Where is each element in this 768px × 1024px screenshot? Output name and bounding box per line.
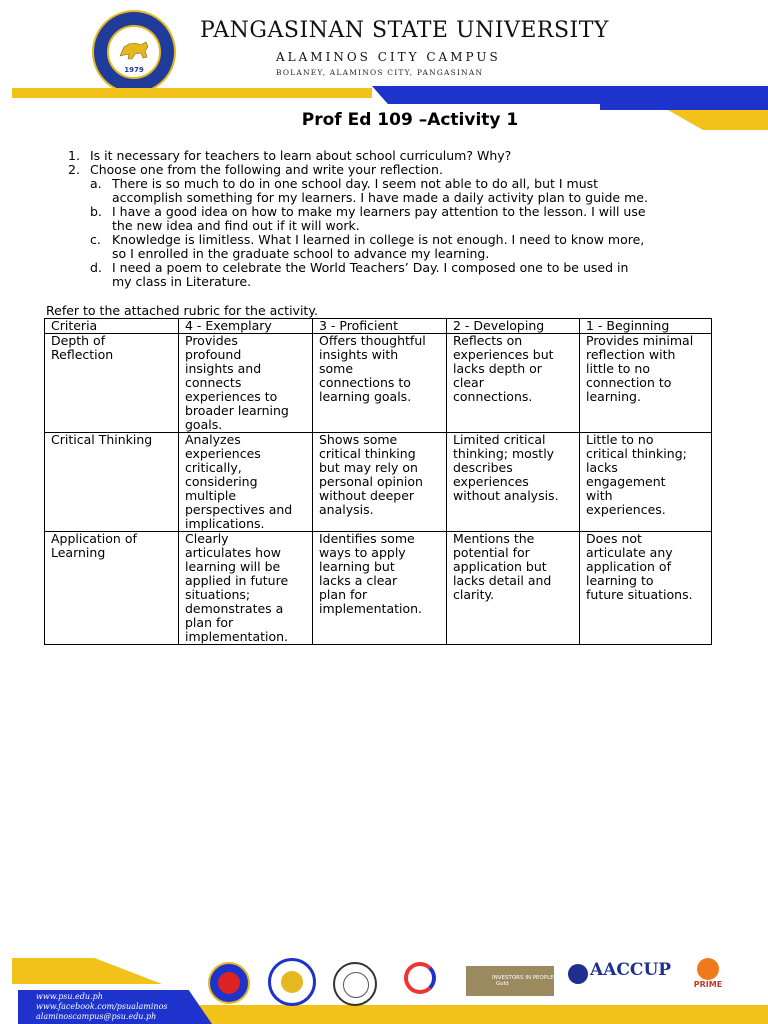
document-title: Prof Ed 109 –Activity 1 (301, 110, 519, 130)
cell-line: Mentions the (453, 531, 535, 546)
cell-line: critical thinking (319, 446, 416, 461)
option-letter: b. (90, 204, 102, 219)
cell-line: Provides minimal (586, 333, 694, 348)
cell-line: Depth of (51, 333, 106, 348)
cell-line: describes (453, 460, 513, 475)
cell-line: without deeper (319, 488, 415, 503)
table-cell (313, 433, 447, 532)
cell-line: critically, (185, 460, 242, 475)
cell-line: application of (586, 559, 671, 574)
aaccup-logo (590, 960, 671, 984)
cell-line: lacks a clear (319, 573, 398, 588)
cell-line: Limited critical (453, 432, 546, 447)
header-gold-band (12, 88, 372, 98)
cell-line: Analyzes (185, 432, 241, 447)
cell-line: connects (185, 375, 242, 390)
cell-line: situations; (185, 587, 251, 602)
university-name: PANGASINAN STATE UNIVERSITY (200, 18, 609, 43)
cell-line: implementation. (319, 601, 423, 616)
cell-line: connection to (586, 375, 672, 390)
cell-line: goals. (185, 417, 223, 432)
email-link[interactable]: alaminoscampus@psu.edu.ph (36, 1012, 157, 1021)
table-row (45, 433, 712, 532)
table-cell (447, 532, 580, 645)
table-cell (580, 532, 712, 645)
cell-line: but may rely on (319, 460, 418, 475)
cell-line: with (586, 488, 613, 503)
header-blue-band (372, 86, 768, 104)
cell-line: learning. (586, 389, 641, 404)
investors-label: INVESTORS IN PEOPLE (492, 975, 554, 981)
table-cell (45, 532, 179, 645)
header-cell: 1 - Beginning (580, 319, 712, 334)
rubric-note: Refer to the attached rubric for the activity. (46, 303, 318, 318)
asean-logo (208, 962, 250, 1004)
university-seal-logo (333, 962, 377, 1006)
option-text: I have a good idea on how to make my learners pay attention to the lesson. I will use (112, 204, 646, 219)
cell-line: experiences. (586, 502, 666, 517)
question-number: 2. (68, 162, 80, 177)
cell-line: broader learning (185, 403, 289, 418)
cell-line: learning goals. (319, 389, 412, 404)
cell-line: clear (453, 375, 484, 390)
seal-year: 1979 (124, 66, 144, 74)
table-cell (45, 334, 179, 433)
cell-line: experiences to (185, 389, 278, 404)
cell-line: personal opinion (319, 474, 423, 489)
cell-line: potential for (453, 545, 530, 560)
seal-logo (268, 958, 316, 1006)
cell-line: Critical Thinking (51, 432, 153, 447)
cell-line: without analysis. (453, 488, 559, 503)
cell-line: articulate any (586, 545, 673, 560)
cell-line: analysis. (319, 502, 374, 517)
table-cell (45, 433, 179, 532)
cell-line: little to no (586, 361, 650, 376)
cell-line: future situations. (586, 587, 693, 602)
cell-line: Shows some (319, 432, 398, 447)
cell-line: application but (453, 559, 547, 574)
cell-line: experiences (453, 474, 529, 489)
footer-gold-band (200, 1005, 768, 1024)
cell-line: considering (185, 474, 258, 489)
cell-line: insights and (185, 361, 262, 376)
cell-line: connections. (453, 389, 533, 404)
cell-line: plan for (319, 587, 368, 602)
cell-line: learning to (586, 573, 654, 588)
cell-line: demonstrates a (185, 601, 284, 616)
table-cell (179, 334, 313, 433)
header-cell: 2 - Developing (447, 319, 580, 334)
option-text: my class in Literature. (112, 274, 252, 289)
table-row (45, 532, 712, 645)
cell-line: plan for (185, 615, 234, 630)
cell-line: Does not (586, 531, 642, 546)
table-cell (447, 433, 580, 532)
question-number: 1. (68, 148, 80, 163)
cell-line: implications. (185, 516, 265, 531)
cell-line: Clearly (185, 531, 229, 546)
facebook-link[interactable]: www.facebook.com/psualaminos (36, 1002, 168, 1011)
cell-line: connections to (319, 375, 411, 390)
option-text: so I enrolled in the graduate school to advance my learning. (112, 246, 490, 261)
campus-name: ALAMINOS CITY CAMPUS (276, 50, 501, 64)
cell-line: Little to no (586, 432, 654, 447)
table-cell (580, 334, 712, 433)
cell-line: engagement (586, 474, 666, 489)
prime-logo (690, 958, 726, 1000)
footer-gold-wedge (12, 958, 162, 984)
cell-line: lacks depth or (453, 361, 542, 376)
option-letter: a. (90, 176, 102, 191)
recognition-logo (404, 962, 436, 994)
option-text: There is so much to do in one school day. I seem not able to do all, but I must (112, 176, 599, 191)
cell-line: critical thinking; (586, 446, 687, 461)
cell-line: reflection with (586, 347, 676, 362)
prime-wordmark: PRIME (693, 980, 723, 989)
table-cell (580, 433, 712, 532)
cell-line: Offers thoughtful (319, 333, 426, 348)
cell-line: Reflects on (453, 333, 523, 348)
investors-in-people-logo (466, 966, 554, 996)
cell-line: ways to apply (319, 545, 406, 560)
table-header-row (45, 319, 712, 334)
cell-line: Learning (51, 545, 106, 560)
cell-line: some (319, 361, 354, 376)
aaccup-wordmark: AACCUP (590, 960, 672, 980)
cell-line: lacks (586, 460, 618, 475)
investors-grade: Gold (496, 981, 509, 987)
table-cell (179, 532, 313, 645)
header-cell: 3 - Proficient (313, 319, 447, 334)
lion-icon (117, 38, 151, 62)
question-text: Is it necessary for teachers to learn about school curriculum? Why? (90, 148, 512, 163)
cell-line: Application of (51, 531, 137, 546)
cell-line: multiple (185, 488, 237, 503)
cell-line: learning will be (185, 559, 281, 574)
aaccup-emblem-icon (568, 964, 588, 984)
option-letter: d. (90, 260, 102, 275)
option-text: Knowledge is limitless. What I learned in college is not enough. I need to know more, (112, 232, 645, 247)
question-text: Choose one from the following and write your reflection. (90, 162, 443, 177)
option-text: the new idea and find out if it will work. (112, 218, 360, 233)
cell-line: lacks detail and (453, 573, 552, 588)
cell-line: Reflection (51, 347, 114, 362)
cell-line: experiences but (453, 347, 554, 362)
header-cell: Criteria (45, 319, 179, 334)
university-seal-logo (92, 10, 176, 94)
campus-address: BOLANEY, ALAMINOS CITY, PANGASINAN (276, 68, 484, 77)
cell-line: insights with (319, 347, 399, 362)
cell-line: articulates how (185, 545, 281, 560)
website-link[interactable]: www.psu.edu.ph (36, 992, 103, 1001)
table-cell (179, 433, 313, 532)
rubric-table (44, 318, 712, 645)
cell-line: learning but (319, 559, 395, 574)
option-text: accomplish something for my learners. I have made a daily activity plan to guide me. (112, 190, 648, 205)
header-cell: 4 - Exemplary (179, 319, 313, 334)
cell-line: Identifies some (319, 531, 415, 546)
cell-line: clarity. (453, 587, 495, 602)
cell-line: implementation. (185, 629, 289, 644)
option-letter: c. (90, 232, 101, 247)
table-cell (313, 334, 447, 433)
cell-line: profound (185, 347, 242, 362)
cell-line: applied in future (185, 573, 289, 588)
option-text: I need a poem to celebrate the World Teachers’ Day. I composed one to be used in (112, 260, 629, 275)
cell-line: experiences (185, 446, 261, 461)
cell-line: Provides (185, 333, 238, 348)
cell-line: perspectives and (185, 502, 293, 517)
cell-line: thinking; mostly (453, 446, 555, 461)
table-cell (447, 334, 580, 433)
table-row (45, 334, 712, 433)
table-cell (313, 532, 447, 645)
